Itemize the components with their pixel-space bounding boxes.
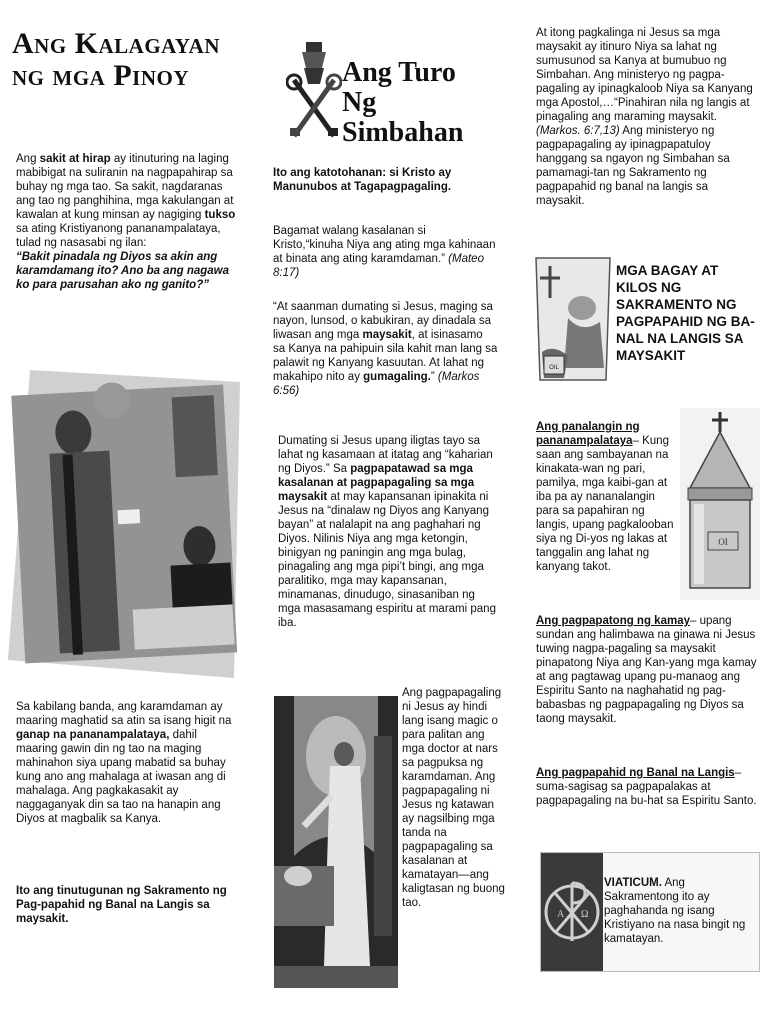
col3-heading: MGA BAGAY AT KILOS NG SAKRAMENTO NG PAGPAPAHID NG BA-NAL NA LANGIS SA MAYSAKIT [616,263,755,363]
col3-paragraph-1: At itong pagkalinga ni Jesus sa mga maysakit ay itinuro Niya sa lahat ng sumusunod sa Kanya at bumubuo ng Simbahan. Ang ministeryo ng pagpa-pagaling ay ipinagkaloob Niya sa Kanyang mga Apostol,…“Pinahiran nila ng langis at pinagaling ang maraming maysakit. (Markos. 6:7,13) Ang ministeryo ng pagpapagaling ay ipinagpapatuloy hanggang sa ngayon ng Simbahan sa pamamagi-tan ng Sakramento ng pagpapahid ng banal na langis sa maysakit. [536,27,753,207]
omega-letter: Ω [581,909,589,920]
oil-vessel-icon [680,408,760,600]
col1-intro-paragraph: Ang sakit at hirap ay itinuturing na laging mabibigat na suliranin na nagpapahirap sa buhay ng mga tao. Sa sakit, nagdaranas ang tao ng panghihina, mga kakulangan at kawalan at kung minsan ay nagiging tukso sa ating Kristiyanong pananampalataya, tulad ng nasasabi ng ilan: “Bakit pinadala ng Diyos sa akin ang karamdamang ito? Ano ba ang nagawa ko para parusahan ako ng ganito?” [16,153,236,291]
col2-paragraph-3: Dumating si Jesus upang iligtas tayo sa lahat ng kasamaan at itatag ang “kaharian ng Diyos.” Sa pagpapatawad sa mga kasalanan at pagpapagaling sa mga maysakit at may kapansanan ipinakita ni Jesus na “dinalaw ng Diyos ang Kanyang bayan” at nalalapit na ang paghahari ng Diyos. Nilinis Niya ang mga ketongin, binigyan ng paningin ang mga bulag, pinagaling ang mga pipi’t bingi, ang mga paralitiko, mga may kapansanan, minamanas, dinudugo, sinasaniban ng mga masasamang espiritu at marami pang iba. [278,435,496,629]
quote-text: “Bakit pinadala ng Diyos sa akin ang karamdamang ito? Ano ba ang nagawa ko para parusahan ako ng ganito?” [16,251,230,291]
laying-on-of-hands: Ang pagpapatong ng kamay– upang sundan ang halimbawa na ginawa ni Jesus tuwing nagpa-pagaling sa maysakit pinapatong Niya ang Kan-yang mga kamay at ang pagtawag upang pu-manaog ang Espiritu Santo na naghahatid ng pag-babasbas ng pagpapagaling ng Diyos sa taong maysakit. [536,615,757,725]
prayer-of-faith: Ang panalangin ng pananampalataya– Kung saan ang sambayanan na kinakata-wan ng pari, pamilya, mga kaibi-gan at iba pa ay nananalangin para sa papahiran ng langis, upang pagkalooban siya ng Di-yos ng lakas at tanggalin ang lahat ng kanyang takot. [536,421,674,573]
vessel-label: OI [718,537,728,547]
col2-paragraph-1: Bagamat walang kasalanan si Kristo,“kinuha Niya ang ating mga kahinaan at binata ang ating karamdaman.” (Mateo 8:17) [273,225,496,279]
jesus-healing-illustration [274,696,398,988]
col2-paragraph-4: Ang pagpapagaling ni Jesus ay hindi lang isang magic o para palitan ang mga doctor at nars sa pagpuksa ng karamdaman. Ang pagpapagaling ni Jesus ng katawan ay nagsilbing mga tanda na pagpapagaling sa kasalanan at kamatayan—ang kaligtasan ng buong tao. [402,687,505,909]
col2-heading: Ito ang katotohanan: si Kristo ay Manunubos at Tagapagpagaling. [273,167,452,193]
alpha-letter: A [557,909,565,920]
chi-rho-icon [541,853,603,971]
viaticum-text: VIATICUM. Ang Sakramentong ito ay paghahanda ng isang Kristiyano na nasa bingit ng kamatayan. [604,877,746,945]
photo-priest-with-sick [8,360,240,678]
col2-paragraph-2: “At saanman dumating si Jesus, maging sa nayon, lunsod, o kabukiran, ay dinadala sa liwasan ang mga maysakit, at isinasamo sa Kanya na pahipuin sila kahit man lang sa palawit ng Kanyang kasuutan. At lahat ng makahipo nito ay gumagaling.” (Markos 6:56) [273,301,498,397]
col1-conclusion: Ito ang tinutugunan ng Sakramento ng Pag-papahid ng Banal na Langis sa maysakit. [16,885,227,925]
main-title: Ang Kalagayan ng mga Pinoy [12,27,220,92]
section-title: Ang Turo Ng Simbahan [342,57,464,148]
col1-faith-paragraph: Sa kabilang banda, ang karamdaman ay maaring maghatid sa atin sa isang higit na ganap na pananampalataya, dahil maaring gawin din ng tao na maging mahinahon siya upang mabatid sa buhay kung ano ang mahalaga at iwasan ang di mahalaga. Ang pagkakasakit ay naggaganyak din sa tao na hanapin ang Diyos at magbalik sa Kanya. [16,701,232,825]
anointing-oil-icon [534,248,612,384]
papal-keys-icon [286,40,342,140]
anointing-with-oil: Ang pagpapahid ng Banal na Langis– suma-sagisag sa pagpapalakas at pagpapagaling na bu-hat sa Espiritu Santo. [536,767,757,807]
oil-label: OIL [549,365,559,371]
